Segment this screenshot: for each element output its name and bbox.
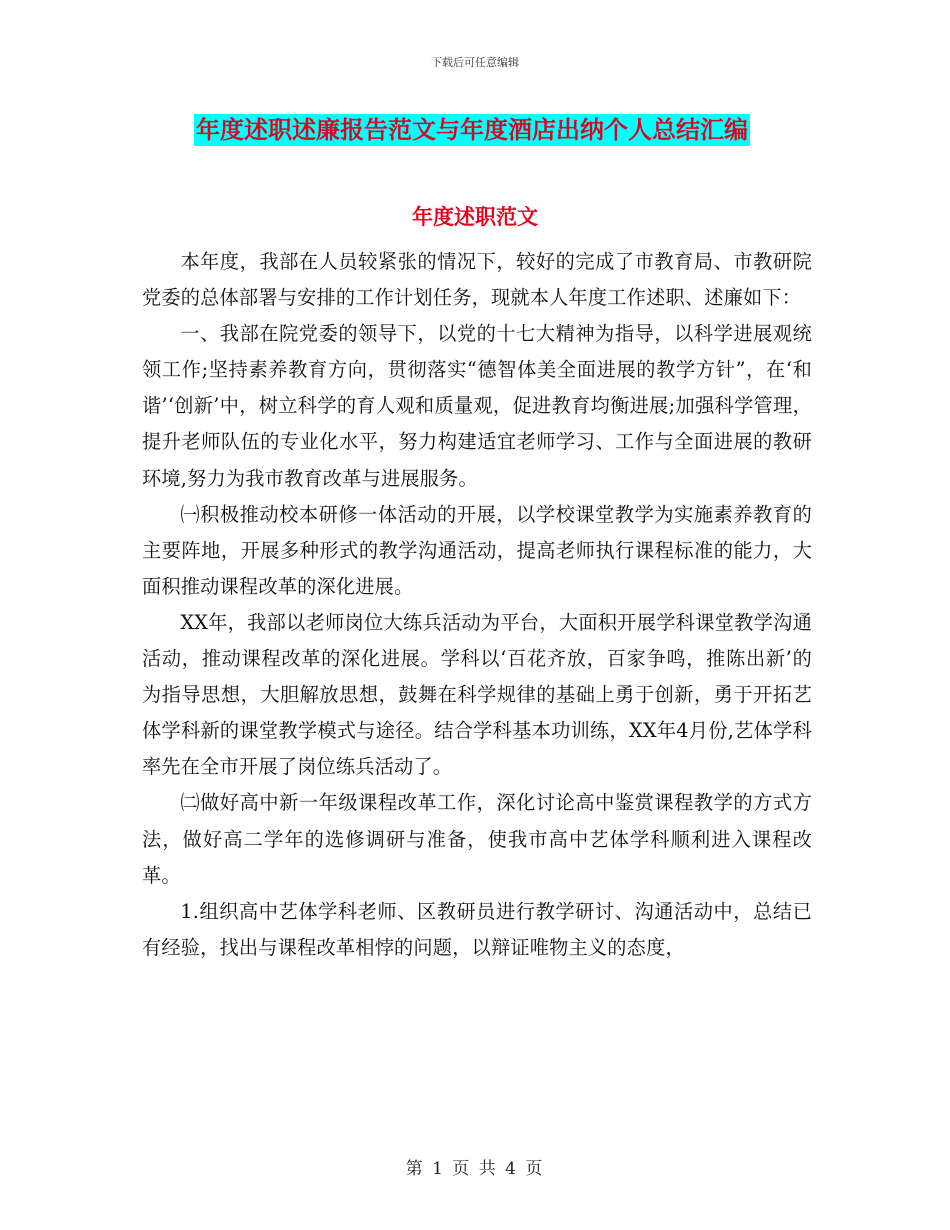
paragraph: 本年度，我部在人员较紧张的情况下，较好的完成了市教育局、市教研院党委的总体部署与安排的工作计划任务，现就本人年度工作述职、述廉如下： bbox=[142, 250, 812, 310]
document-title: 年度述职述廉报告范文与年度酒店出纳个人总结汇编 bbox=[196, 115, 748, 144]
document-body bbox=[142, 244, 812, 966]
paragraph: 1.组织高中艺体学科老师、区教研员进行教学研讨、沟通活动中，总结已有经验，找出与课程改革相悖的问题，以辩证唯物主义的态度， bbox=[142, 899, 812, 959]
paragraph: ㈡做好高中新一年级课程改革工作，深化讨论高中鉴赏课程教学的方式方法，做好高二学年的选修调研与准备，使我市高中艺体学科顺利进入课程改革。 bbox=[142, 791, 812, 887]
page-number-footer: 第 1 页 共 4 页 bbox=[405, 1159, 545, 1179]
paragraph: ㈠积极推动校本研修一体活动的开展，以学校课堂教学为实施素养教育的主要阵地，开展多种形式的教学沟通活动，提高老师执行课程标准的能力，大面积推动课程改革的深化进展。 bbox=[142, 502, 812, 598]
paragraph: 一、我部在院党委的领导下，以党的十七大精神为指导，以科学进展观统领工作;坚持素养教育方向，贯彻落实“德智体美全面进展的教学方针”，在‘和谐’‘创新’中，树立科学的育人观和质量观，促进教育均衡进展;加强科学管理，提升老师队伍的专业化水平，努力构建适宜老师学习、工作与全面进展的教研环境,努力为我市教育改革与进展服务。 bbox=[142, 322, 812, 490]
header-note: 下载后可任意编辑 bbox=[431, 56, 519, 69]
paragraph: XX年，我部以老师岗位大练兵活动为平台，大面积开展学科课堂教学沟通活动，推动课程改革的深化进展。学科以‘百花齐放，百家争鸣，推陈出新’的为指导思想，大胆解放思想，鼓舞在科学规律的基础上勇于创新，勇于开拓艺体学科新的课堂教学模式与途径。结合学科基本功训练，XX年4月份,艺体学科率先在全市开展了岗位练兵活动了。 bbox=[142, 610, 812, 779]
section-title: 年度述职范文 bbox=[412, 204, 538, 229]
title-container bbox=[194, 114, 750, 146]
